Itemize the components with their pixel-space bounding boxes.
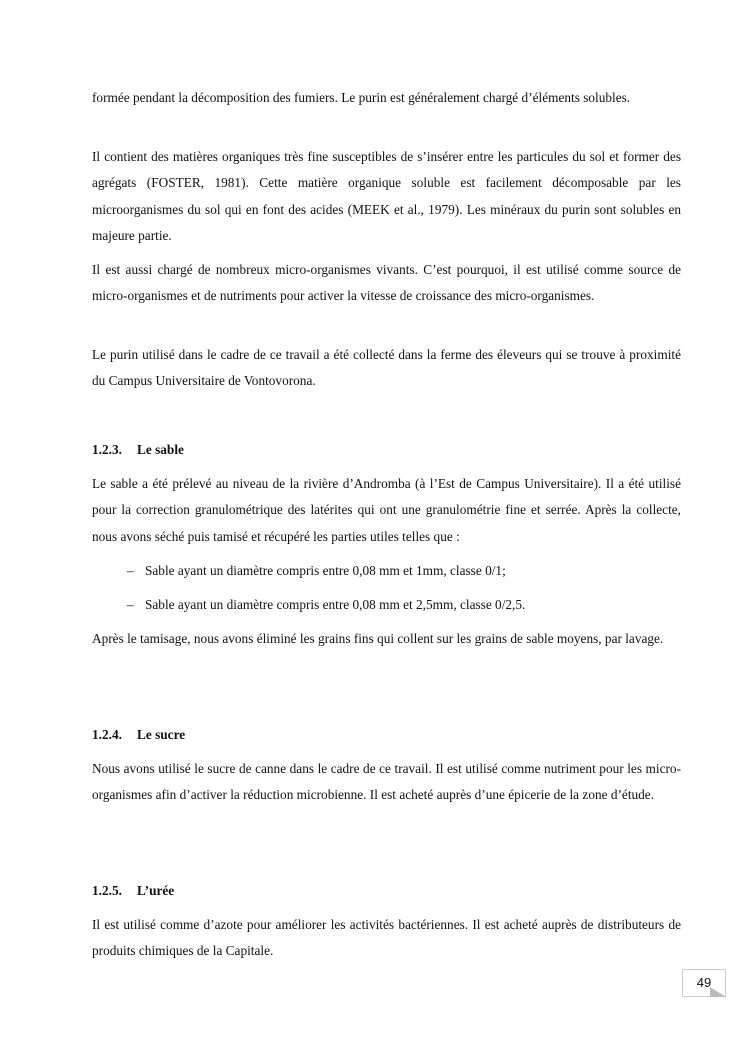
paragraph: Il contient des matières organiques très fine susceptibles de s’insérer entre les particules du sol et former des agrégats (FOSTER, 1981). Cette matière organique soluble est facilement décomposable par les microorganismes du sol qui en font des acides (MEEK et al., 1979). Les minéraux du purin sont solubles en majeure partie. [92,149,681,244]
list-item: – Sable ayant un diamètre compris entre 0,08 mm et 1mm, classe 0/1; [127,563,506,578]
page-curl-icon [710,987,726,997]
paragraph: Après le tamisage, nous avons éliminé les grains fins qui collent sur les grains de sable moyens, par lavage. [92,631,664,646]
paragraph: Il est utilisé comme d’azote pour améliorer les activités bactériennes. Il est acheté auprès de distributeurs de produits chimiques de la Capitale. [92,917,681,959]
list-item: – Sable ayant un diamètre compris entre 0,08 mm et 2,5mm, classe 0/2,5. [127,597,526,612]
paragraph: Il est aussi chargé de nombreux micro-organismes vivants. C’est pourquoi, il est utilisé comme source de micro-organismes et de nutriments pour activer la vitesse de croissance des micro-organismes. [92,262,681,304]
paragraph: Le purin utilisé dans le cadre de ce travail a été collecté dans la ferme des éleveurs qui se trouve à proximité du Campus Universitaire de Vontovorona. [92,347,681,389]
section-heading: 1.2.3. Le sable [92,442,184,457]
paragraph: formée pendant la décomposition des fumiers. Le purin est généralement chargé d’éléments solubles. [92,90,631,105]
paragraph: Le sable a été prélevé au niveau de la rivière d’Andromba (à l’Est de Campus Universitaire). Il a été utilisé pour la correction granulométrique des latérites qui ont une granulométrie fine et serrée. Après la collecte, nous avons séché puis tamisé et récupéré les parties utiles telles que : [92,476,681,544]
section-heading: 1.2.5. L’urée [92,883,175,898]
page-number: 49 [682,969,726,997]
section-heading: 1.2.4. Le sucre [92,727,186,742]
paragraph: Nous avons utilisé le sucre de canne dans le cadre de ce travail. Il est utilisé comme nutriment pour les micro-organismes afin d’activer la réduction microbienne. Il est acheté auprès d’une épicerie de la zone d’étude. [92,761,681,803]
